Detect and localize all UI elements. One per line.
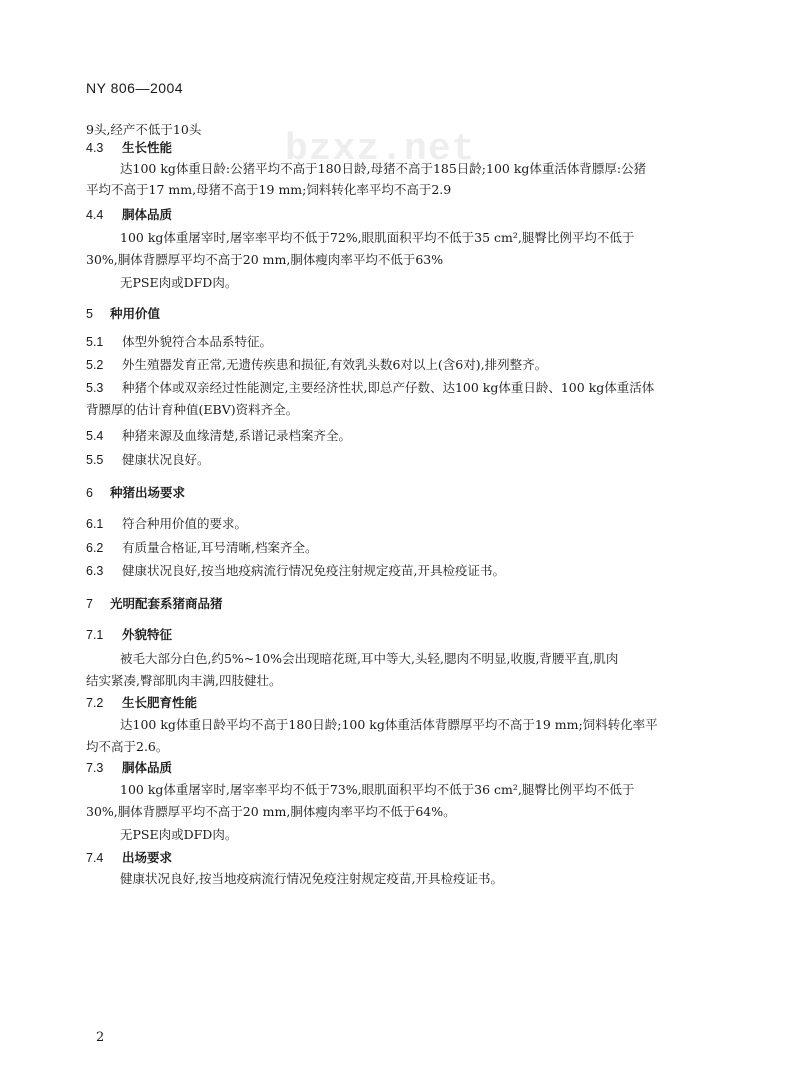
section-title: 生长性能 [122, 140, 173, 155]
clause-text: 有质量合格证,耳号清晰,档案齐全。 [122, 540, 318, 555]
clause-6-3 [86, 563, 505, 579]
section-number: 7.1 [86, 628, 104, 642]
clause-number: 6.1 [86, 517, 104, 531]
clause-text: 种猪来源及血缘清楚,系谱记录档案齐全。 [122, 428, 351, 443]
section-title: 种猪出场要求 [110, 485, 186, 500]
section-heading-7 [86, 596, 223, 612]
text-line: 结实紧凑,臀部肌肉丰满,四肢健壮。 [86, 673, 282, 688]
text-line: 100 kg体重屠宰时,屠宰率平均不低于72%,眼肌面积平均不低于35 cm²,腿臀比例平均不低于 [120, 230, 635, 245]
clause-text: 种猪个体或双亲经过性能测定,主要经济性状,即总产仔数、达100 kg体重日龄、100 kg体重活体 [122, 380, 655, 395]
text-line: 达100 kg体重日龄平均不高于180日龄;100 kg体重活体背膘厚平均不高于19 mm;饲料转化率平 [120, 717, 658, 732]
section-heading-7-2 [86, 695, 197, 711]
clause-number: 6.3 [86, 564, 104, 578]
clause-6-1 [86, 516, 247, 532]
clause-5-3 [86, 380, 654, 396]
text-line: 均不高于2.6。 [86, 739, 169, 754]
text-line: 30%,胴体背膘厚平均不高于20 mm,胴体瘦肉率平均不低于64%。 [86, 804, 456, 819]
clause-number: 5.1 [86, 335, 104, 349]
section-number: 6 [86, 486, 93, 500]
text-line: 健康状况良好,按当地疫病流行情况免疫注射规定疫苗,开具检疫证书。 [120, 871, 503, 886]
section-heading-4-4 [86, 207, 172, 223]
text-line: 9头,经产不低于10头 [86, 122, 202, 137]
section-heading-7-1 [86, 627, 172, 643]
page-number: 2 [96, 1030, 105, 1045]
text-line: 无PSE肉或DFD肉。 [120, 275, 238, 290]
section-number: 4.4 [86, 208, 104, 222]
section-heading-4-3 [86, 140, 172, 156]
watermark: bzxz.net [285, 128, 476, 171]
section-heading-5 [86, 306, 160, 322]
text-line: 无PSE肉或DFD肉。 [120, 827, 238, 842]
clause-text: 健康状况良好,按当地疫病流行情况免疫注射规定疫苗,开具检疫证书。 [122, 563, 505, 578]
section-title: 胴体品质 [122, 760, 173, 775]
clause-5-2 [86, 357, 547, 373]
section-number: 7.2 [86, 696, 104, 710]
clause-text: 健康状况良好。 [122, 452, 210, 467]
clause-5-1 [86, 334, 272, 350]
text-line: 被毛大部分白色,约5%~10%会出现暗花斑,耳中等大,头轻,腮肉不明显,收腹,背腰平直,肌肉 [120, 651, 619, 666]
section-heading-7-4 [86, 850, 172, 866]
standard-code-header: NY 806—2004 [86, 80, 184, 96]
section-number: 7.3 [86, 761, 104, 775]
text-line: 100 kg体重屠宰时,屠宰率平均不低于73%,眼肌面积平均不低于36 cm²,腿臀比例平均不低于 [120, 782, 635, 797]
section-number: 7 [86, 597, 93, 611]
clause-5-5 [86, 452, 210, 468]
section-number: 4.3 [86, 141, 104, 155]
section-title: 生长肥育性能 [122, 695, 198, 710]
text-line: 背膘厚的估计育种值(EBV)资料齐全。 [86, 402, 299, 417]
section-number: 7.4 [86, 851, 104, 865]
clause-number: 5.4 [86, 429, 104, 443]
section-heading-6 [86, 485, 185, 501]
clause-number: 5.5 [86, 453, 104, 467]
section-title: 种用价值 [110, 306, 161, 321]
section-heading-7-3 [86, 760, 172, 776]
section-title: 胴体品质 [122, 207, 173, 222]
clause-text: 体型外貌符合本品系特征。 [122, 334, 273, 349]
clause-6-2 [86, 540, 317, 556]
clause-text: 符合种用价值的要求。 [122, 516, 248, 531]
clause-number: 5.2 [86, 358, 104, 372]
section-title: 光明配套系猪商品猪 [110, 596, 223, 611]
clause-5-4 [86, 428, 351, 444]
section-number: 5 [86, 307, 93, 321]
section-title: 出场要求 [122, 850, 173, 865]
text-line: 达100 kg体重日龄:公猪平均不高于180日龄,母猪不高于185日龄;100 kg体重活体背膘厚:公猪 [120, 161, 647, 176]
clause-text: 外生殖器发育正常,无遗传疾患和损征,有效乳头数6对以上(含6对),排列整齐。 [122, 357, 548, 372]
clause-number: 6.2 [86, 541, 104, 555]
section-title: 外貌特征 [122, 627, 173, 642]
text-line: 30%,胴体背膘厚平均不高于20 mm,胴体瘦肉率平均不低于63% [86, 252, 444, 267]
text-line: 平均不高于17 mm,母猪不高于19 mm;饲料转化率平均不高于2.9 [86, 182, 452, 197]
clause-number: 5.3 [86, 381, 104, 395]
